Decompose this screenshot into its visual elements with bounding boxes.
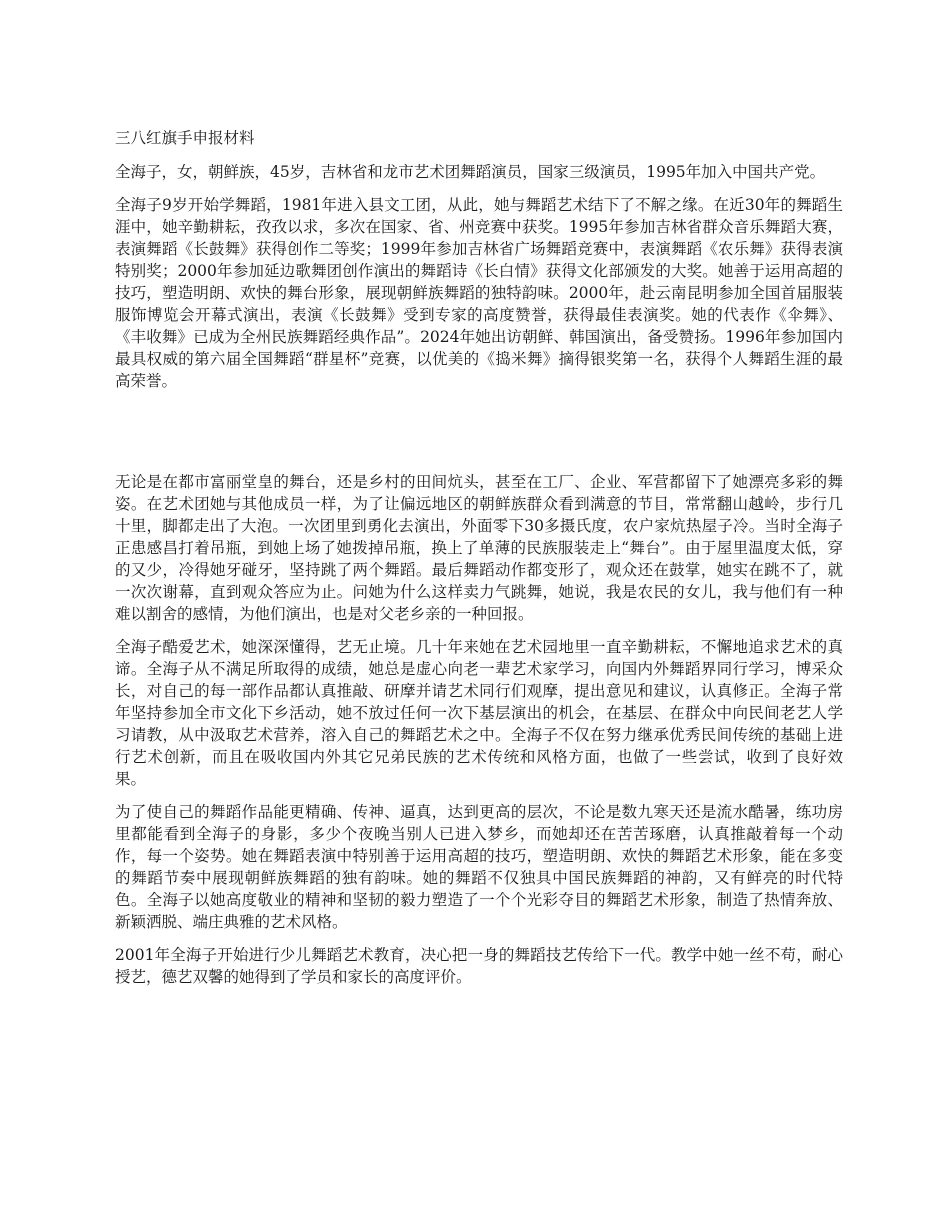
paragraph-career-awards: 全海子9岁开始学舞蹈，1981年进入县文工团，从此，她与舞蹈艺术结下了不解之缘。在近30年的舞蹈生涯中，她辛勤耕耘，孜孜以求，多次在国家、省、州竞赛中获奖。1995年参加吉林省群众音乐舞蹈大赛，表演舞蹈《长鼓舞》获得创作二等奖；1999年参加吉林省广场舞蹈竞赛中，表演舞蹈《农乐舞》获得表演特别奖；2000年参加延边歌舞团创作演出的舞蹈诗《长白情》获得文化部颁发的大奖。她善于运用高超的技巧，塑造明朗、欢快的舞台形象，展现朝鲜族舞蹈的独特韵味。2000年，赴云南昆明参加全国首届服装服饰博览会开幕式演出，表演《长鼓舞》受到专家的高度赞誉，获得最佳表演奖。她的代表作《伞舞》、《丰收舞》已成为全州民族舞蹈经典作品”。2024年她出访朝鲜、韩国演出，备受赞扬。1996年参加国内最具权威的第六届全国舞蹈“群星杯”竞赛，以优美的《捣米舞》摘得银奖第一名，获得个人舞蹈生涯的最高荣誉。 [115,196,843,390]
paragraph-teaching: 2001年全海子开始进行少儿舞蹈艺术教育，决心把一身的舞蹈技艺传给下一代。教学中她一丝不苟，耐心授艺，德艺双馨的她得到了学员和家长的高度评价。 [115,946,843,986]
page-spacer [115,403,843,471]
paragraph-personal-info: 全海子，女，朝鲜族，45岁，吉林省和龙市艺术团舞蹈演员，国家三级演员，1995年加入中国共产党。 [115,163,826,181]
document-page [115,127,843,999]
paragraph-performances: 无论是在都市富丽堂皇的舞台，还是乡村的田间炕头，甚至在工厂、企业、军营都留下了她漂亮多彩的舞姿。在艺术团她与其他成员一样，为了让偏远地区的朝鲜族群众看到满意的节目，常常翻山越岭，步行几十里，脚都走出了大泡。一次团里到勇化去演出，外面零下30多摄氏度，农户家炕热屋子冷。当时全海子正患感昌打着吊瓶，到她上场了她拨掉吊瓶，换上了单薄的民族服装走上“舞台”。由于屋里温度太低，穿的又少，冷得她牙碰牙，坚持跳了两个舞蹈。最后舞蹈动作都变形了，观众还在鼓掌，她实在跳不了，就一次次谢幕，直到观众答应为止。问她为什么这样卖力气跳舞，她说，我是农民的女儿，我与他们有一种难以割舍的感情，为他们演出，也是对父老乡亲的一种回报。 [115,473,843,623]
document-title: 三八红旗手申报材料 [115,129,255,147]
paragraph-practice: 为了使自己的舞蹈作品能更精确、传神、逼真，达到更高的层次，不论是数九寒天还是流水酷暑，练功房里都能看到全海子的身影，多少个夜晚当别人已进入梦乡，而她却还在苦苦琢磨，认真推敲着每一个动作，每一个姿势。她在舞蹈表演中特别善于运用高超的技巧，塑造明朗、欢快的舞蹈艺术形象，能在多变的舞蹈节奏中展现朝鲜族舞蹈的独有韵味。她的舞蹈不仅独具中国民族舞蹈的神韵，又有鲜亮的时代特色。全海子以她高度敬业的精神和坚韧的毅力塑造了一个个光彩夺目的舞蹈艺术形象，制造了热情奔放、新颖洒脱、端庄典雅的艺术风格。 [115,803,843,931]
paragraph-art-pursuit: 全海子酷爱艺术，她深深懂得，艺无止境。几十年来她在艺术园地里一直辛勤耕耘，不懈地追求艺术的真谛。全海子从不满足所取得的成绩，她总是虚心向老一辈艺术家学习，向国内外舞蹈界同行学习，博采众长，对自己的每一部作品都认真推敲、研摩并请艺术同行们观摩，提出意见和建议，认真修正。全海子常年坚持参加全市文化下乡活动，她不放过任何一次下基层演出的机会，在基层、在群众中向民间老艺人学习请教，从中汲取艺术营养，溶入自己的舞蹈艺术之中。全海子不仅在努力继承优秀民间传统的基础上进行艺术创新，而且在吸收国内外其它兄弟民族的艺术传统和风格方面，也做了一些尝试，收到了良好效果。 [115,638,843,788]
